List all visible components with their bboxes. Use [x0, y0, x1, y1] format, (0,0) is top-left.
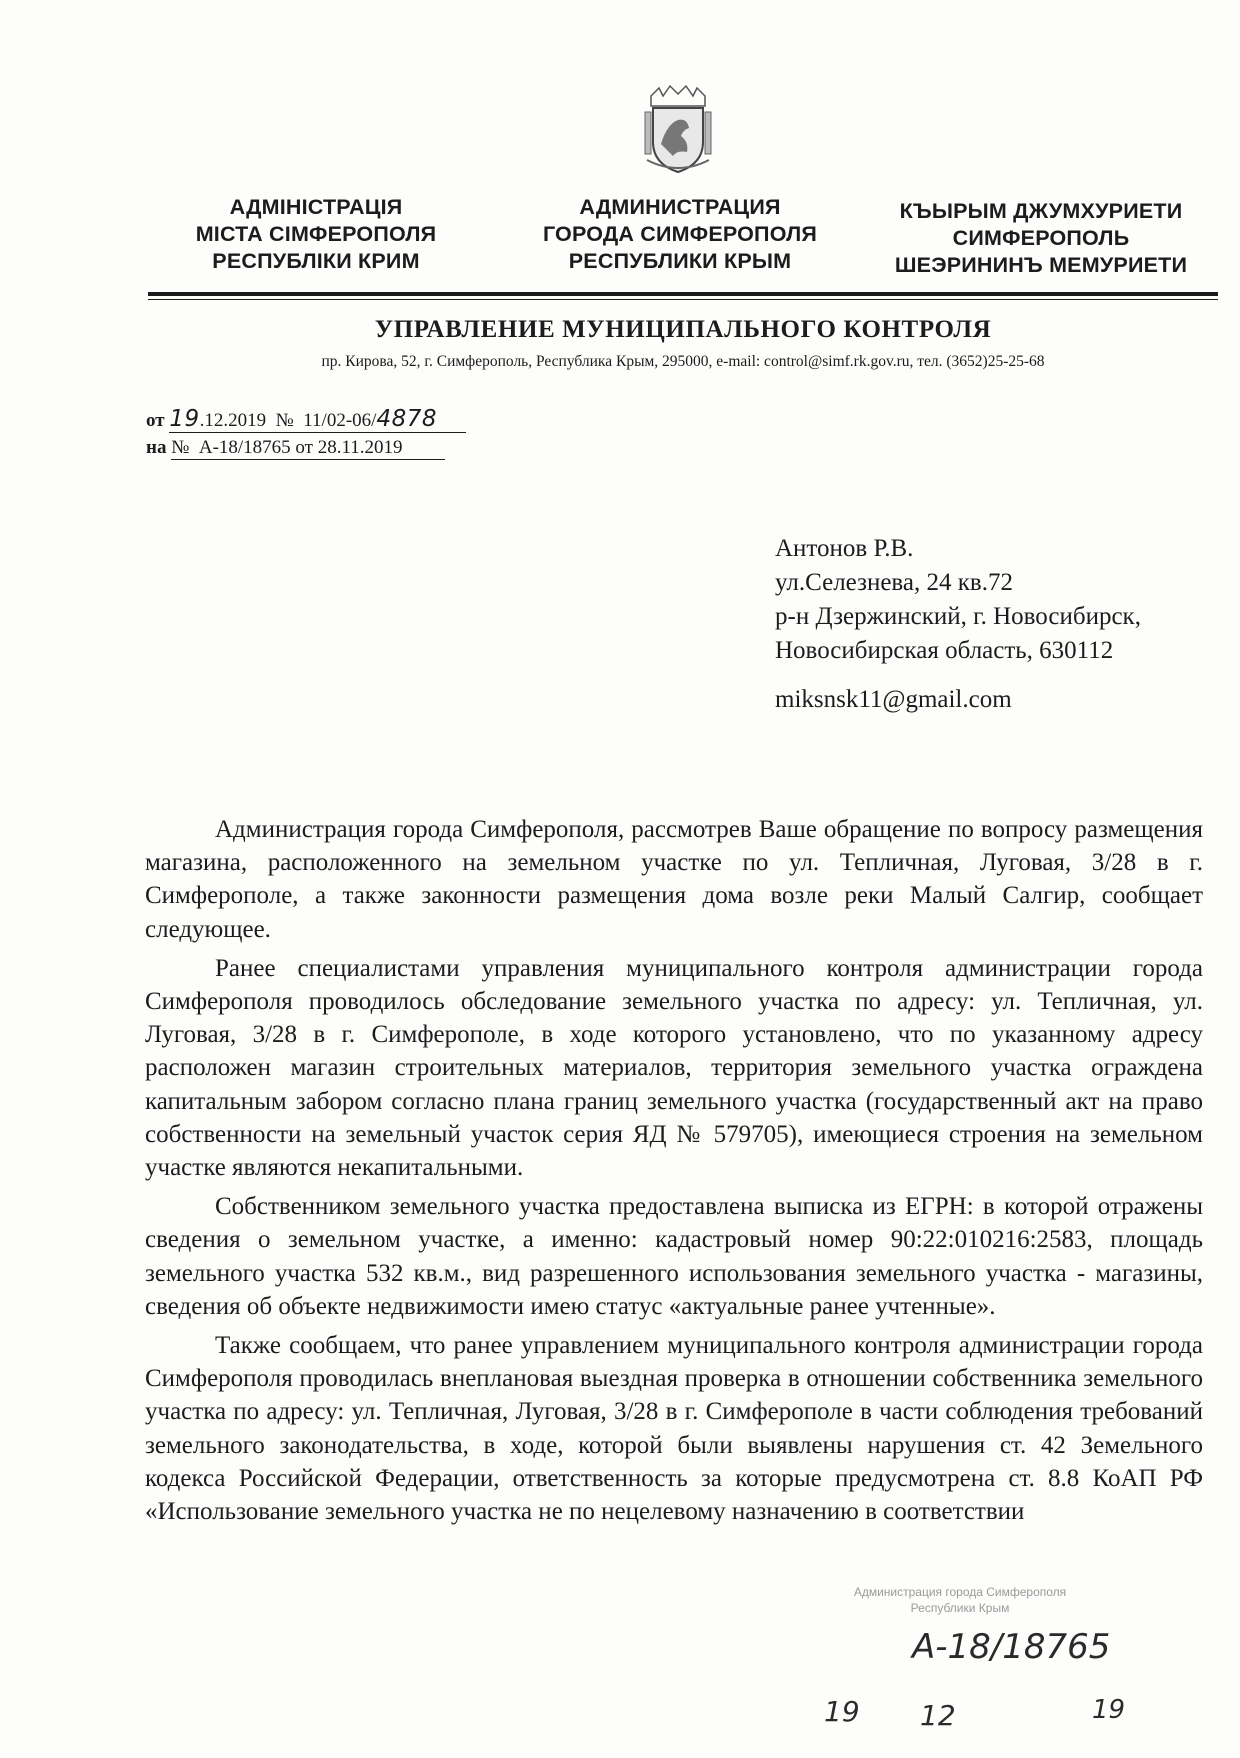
letter-body [145, 813, 1203, 1534]
body-paragraph: Собственником земельного участка предоставлена выписка из ЕГРН: в которой отражены сведения о земельном участке, а именно: кадастровый номер 90:22:010216:2583, площадь земельного участка 532 кв.м., вид разрешенного использования земельного участка - магазины, сведения об объекте недвижимости имею статус «актуальные ранее учтенные». [145, 1193, 1203, 1320]
stamp-region-line: Республики Крым [910, 1601, 1010, 1615]
incoming-no-label: № [171, 437, 190, 458]
header-russian [505, 194, 855, 275]
header-ru-line: ГОРОДА СИМФЕРОПОЛЯ [542, 222, 818, 246]
outgoing-prefix: от [146, 410, 165, 431]
outgoing-day-handwritten: 19 [169, 406, 200, 432]
recipient-region: Новосибирская область, 630112 [775, 637, 1114, 664]
outgoing-number-handwritten: 4878 [376, 406, 437, 432]
recipient-name: Антонов Р.В. [775, 535, 914, 562]
stamp-year-handwritten: 19 [1092, 1695, 1126, 1725]
incoming-number [171, 437, 445, 460]
outgoing-no-label: № [275, 410, 294, 431]
incoming-reference [146, 437, 445, 460]
header-divider-thick [148, 292, 1218, 296]
recipient-district: р-н Дзержинский, г. Новосибирск, [775, 603, 1141, 630]
recipient-street: ул.Селезнева, 24 кв.72 [775, 569, 1013, 596]
header-ukrainian [160, 194, 472, 275]
header-ua-line: АДМІНІСТРАЦІЯ [229, 195, 403, 219]
incoming-value: А-18/18765 от 28.11.2019 [198, 437, 403, 458]
header-ua-line: РЕСПУБЛІКИ КРИМ [212, 249, 420, 273]
header-crimean-tatar [868, 198, 1214, 279]
header-crh-line: ШЕЭРИНИНЪ МЕМУРИЕТИ [894, 253, 1188, 277]
header-ru-line: АДМИНИСТРАЦИЯ [579, 195, 781, 219]
recipient-email: miksnsk11@gmail.com [775, 686, 1012, 713]
stamp-org-line: Администрация города Симферополя [853, 1585, 1067, 1599]
registration-stamp [800, 1583, 1126, 1758]
header-crh-line: КЪЫРЫМ ДЖУМХУРИЕТИ [899, 199, 1183, 223]
department-title: УПРАВЛЕНИЕ МУНИЦИПАЛЬНОГО КОНТРОЛЯ [374, 316, 992, 343]
header-divider-thin [148, 299, 1218, 300]
body-paragraph: Администрация города Симферополя, рассмотрев Ваше обращение по вопросу размещения магазина, расположенного на земельном участке по ул. Тепличная, Луговая, 3/28 в г. Симферополе, а также законности размещения дома возле реки Малый Салгир, сообщает следующее. [145, 816, 1203, 943]
incoming-prefix: на [146, 437, 167, 458]
header-ru-line: РЕСПУБЛИКИ КРЫМ [568, 249, 792, 273]
stamp-day-handwritten: 19 [824, 1695, 860, 1728]
outgoing-reference [146, 408, 466, 433]
outgoing-number-prefix: 11/02-06/ [303, 410, 377, 431]
recipient-address [775, 532, 1141, 668]
outgoing-date-number [169, 408, 465, 433]
body-paragraph: Также сообщаем, что ранее управлением муниципального контроля администрации города Симферополя проводилась внеплановая выездная проверка в отношении собственника земельного участка по адресу: ул. Тепличная, Луговая, 3/28 в г. Симферополе в части соблюдения требований земельного законодательства, в ходе, которой были выявлены нарушения ст. 42 Земельного кодекса Российской Федерации, ответственность за которые предусмотрена ст. 8.8 КоАП РФ «Использование земельного участка не по нецелевому назначению в соответствии [145, 1332, 1203, 1526]
department-contacts: пр. Кирова, 52, г. Симферополь, Республика Крым, 295000, e-mail: control@simf.rk.gov.ru, тел. (3652)25-25-68 [321, 353, 1045, 370]
stamp-reg-number-handwritten: А-18/18765 [912, 1627, 1111, 1667]
header-ua-line: МІСТА СІМФЕРОПОЛЯ [195, 222, 437, 246]
crimea-coat-of-arms-emblem [643, 84, 713, 176]
stamp-month-handwritten: 12 [920, 1699, 956, 1732]
header-crh-line: СИМФЕРОПОЛЬ [952, 226, 1130, 250]
outgoing-date: .12.2019 [199, 410, 267, 431]
body-paragraph: Ранее специалистами управления муниципального контроля администрации города Симферополя проводилось обследование земельного участка по адресу: ул. Тепличная, ул. Луговая, 3/28 в г. Симферополе, в ходе которого установлено, что по указанному адресу расположен магазин строительных материалов, территория земельного участка ограждена капитальным забором согласно плана границ земельного участка (государственный акт на право собственности на земельный участок серия ЯД № 579705), имеющиеся строения на земельном участке являются некапитальными. [145, 954, 1203, 1182]
